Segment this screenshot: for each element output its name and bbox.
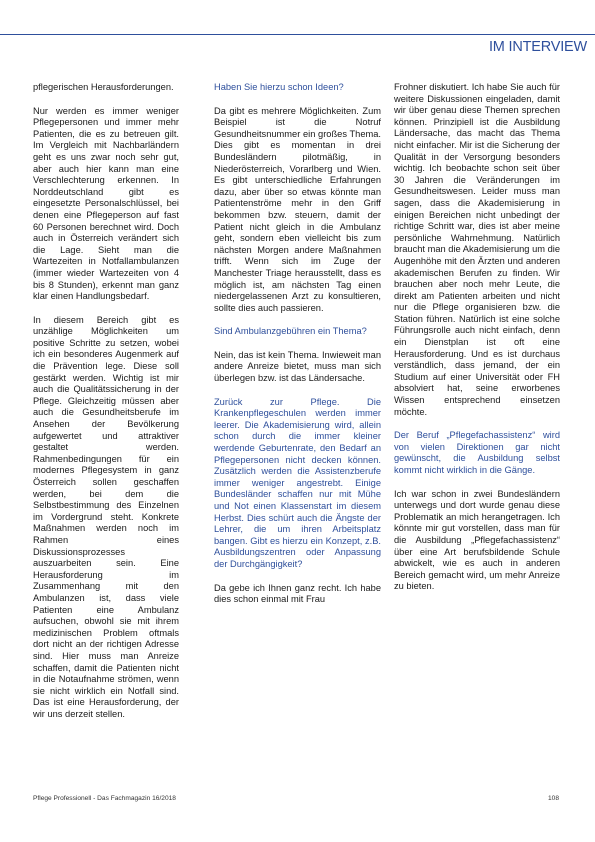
interview-answer: Nur werden es immer weniger Pflegepersonen und immer mehr Patienten, die es zu betreuen gilt. Im Vergleich mit Nachbarländern geht es uns zwar noch sehr gut, aber auch hier kann man eine Verschlechterung erkennen. In Norddeutschland gibt es eingesetzte Personalschlüssel, bei denen eine Pflegeperson auf fast 60 Personen berechnet wird. Doch auch in Österreich verändert sich die Lage. Sieht man die Wartezeiten in Notfallambulanzen (immer wieder Wartezeiten von 4 bis 8 Stunden), erkennt man ganz klar einen Handlungsbedarf. [33,105,179,302]
interview-question: Der Beruf „Pflegefachassistenz“ wird von vielen Direktionen gar nicht gewünscht, die Ausbildung selbst kommt nicht wirklich in die Gänge. [394,430,560,475]
text-column-3 [394,82,560,605]
interview-answer: Ich war schon in zwei Bundesländern unterwegs und dort wurde genau diese Problematik an mich herangetragen. Ich könnte mir gut vorstellen, dass man für die Ausbildung „Pflegefachassistenz“ über eine Art berufsbildende Schule abwickelt, wie es auch in anderen Bereich gemacht wird, um mehr Anreize zu bieten. [394,488,560,592]
interview-answer: Nein, das ist kein Thema. Inwieweit man andere Anreize bietet, muss man sich überlegen bzw. ist das Ländersache. [214,349,381,384]
interview-answer: pflegerischen Herausforderungen. [33,82,174,92]
text-column-1 [33,82,179,732]
interview-answer: In diesem Bereich gibt es unzählige Möglichkeiten um positive Schritte zu setzen, wobei ich ein besonderes Augenmerk auf die Prävention lege. Diese soll gestärkt werden. Wichtig ist mir auch die Qualitätssicherung in der Pflege. Gleichzeitig müssen aber auch die Gesundheitsberufe im Ansehen der Bevölkerung aufgewertet und attraktiver gestaltet werden. Rahmenbedingungen für ein modernes Pflegesystem in ganz Österreich sollen geschaffen werden, bei dem die Selbstbestimmung des Einzelnen im Vordergrund steht. Konkrete Maßnahmen werden noch im Rahmen eines Diskussionsprozesses auszuarbeiten sein. Eine Herausforderung im Zusammenhang mit den Ambulanzen ist, dass viele Patienten eine Ambulanz aufsuchen, obwohl sie mit ihrem medizinischen Problem oftmals dort nicht an der richtigen Adresse sind. Hier muss man Anreize schaffen, damit die Patienten nicht in die Notaufnahme strömen, wenn sie nicht wirklich ein Notfall sind. Das ist eine Herausforderung, der wir uns derzeit stellen. [33,314,179,719]
interview-question: Haben Sie hierzu schon Ideen? [214,82,344,92]
header-rule [0,34,595,35]
interview-answer: Frohner diskutiert. Ich habe Sie auch für weitere Diskussionen eingeladen, damit wir über genau diese Themen sprechen können. Prinzipiell ist die Ausbildung Ländersache, das macht das Thema nicht einfacher. Mir ist die Sicherung der Qualität in der Versorgung besonders wichtig. Ich beobachte schon seit über 30 Jahren die Veränderungen im Gesundheitswesen. Leider muss man sagen, dass die Akademisierung in einigen Bereichen nicht unbedingt der richtige Schritt war, dies ist aber meine persönliche Wahrnehmung. Natürlich braucht man die Akademisierung um die Augenhöhe mit den Ärzten und anderen akademischen Berufen zu finden. Wir brauchen aber noch mehr Leute, die direkt am Patienten arbeiten und nicht nur die Pflege organisieren bzw. die Station führen. Natürlich ist eine solche Führungsrolle auch nicht einfach, denn ein Dienstplan ist oft eine Herausforderung. Und es ist durchaus verständlich, dass jemand, der ein Studium auf einer Universität oder FH absolviert hat, seine erworbenes Wissen entsprechend einsetzen möchte. [394,82,560,417]
interview-answer: Da gibt es mehrere Möglichkeiten. Zum Beispiel ist die Notruf Gesundheitsnummer ein großes Thema. Dies gibt es momentan in drei Bundesländern pilotmäßig, in Niederösterreich, Vorarlberg und Wien. Es gibt unterschiedliche Erfahrungen dazu, aber über so etwas könnte man Patientenströme mehr in den Griff bekommen bzw. steuern, damit der Patient nicht gleich in die Ambulanz geht, sondern eben vielleicht bis zum nächsten Morgen andere Maßnahmen trifft. Wenn sich im Zuge der Manchester Triage herausstellt, dass es möglich ist, am nächsten Tag einen niedergelassenen Arzt zu konsultieren, sollte dies auch passieren. [214,105,381,313]
interview-question: Sind Ambulanzgebühren ein Thema? [214,326,367,337]
section-title: IM INTERVIEW [488,39,587,55]
text-column-2 [214,82,381,618]
interview-answer: Da gebe ich Ihnen ganz recht. Ich habe dies schon einmal mit Frau [214,582,381,605]
footer-publication: Pflege Professionell - Das Fachmagazin 16/2018 [33,795,176,802]
footer-page-number: 108 [547,795,559,802]
interview-question: Zurück zur Pflege. Die Krankenpflegeschulen werden immer leerer. Die Akademisierung wird, allein schon durch die immer kleiner werdende Geburtenrate, den Bedarf an Pflegepersonen nicht decken können. Zusätzlich werden die Assistenzberufe immer weniger angestrebt. Einige Bundesländer schaffen nur mit Mühe und Not einen Klassenstart im diesem Herbst. Dies schürt auch die Ängste der Lehrer, die um ihren Arbeitsplatz bangen. Gibt es hierzu ein Konzept, z.B. Ausbildungszentren oder Anpassung der Durchgängigkeit? [214,396,381,569]
